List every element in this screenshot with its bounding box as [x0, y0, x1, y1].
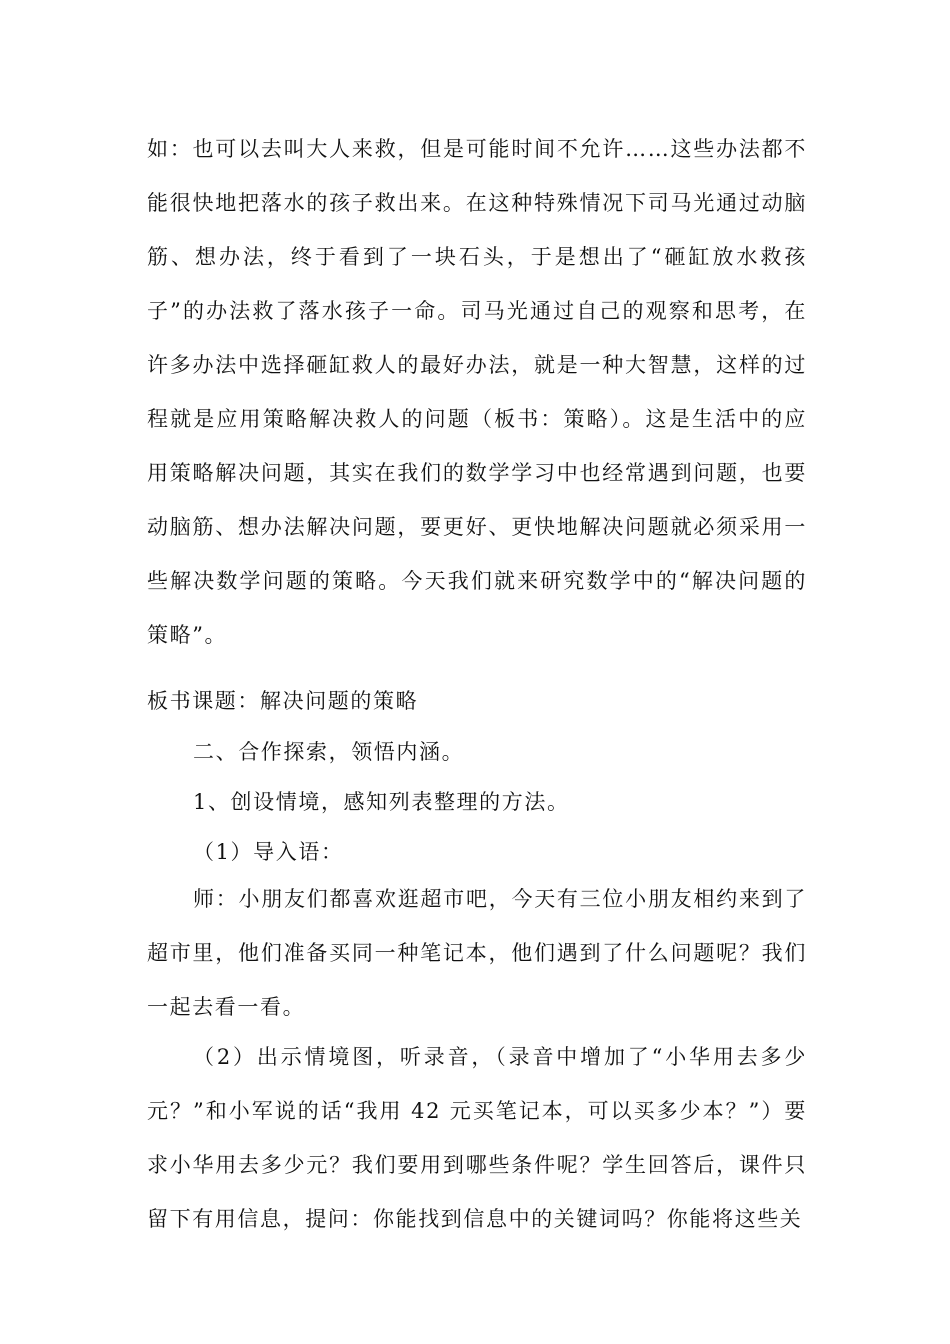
board-title: 板书课题：解决问题的策略	[147, 689, 419, 713]
item-heading: 1、创设情境，感知列表整理的方法。	[193, 790, 570, 814]
body-paragraph: 如：也可以去叫大人来救，但是可能时间不允许……这些办法都不能很快地把落水的孩子救出来。在这种特殊情况下司马光通过动脑筋、想办法，终于看到了一块石头，于是想出了“砸缸放水救孩子”的办法救了落水孩子一命。司马光通过自己的观察和思考，在许多办法中选择砸缸救人的最好办法，就是一种大智慧，这样的过程就是应用策略解决救人的问题（板书：策略）。这是生活中的应用策略解决问题，其实在我们的数学学习中也经常遇到问题，也要动脑筋、想办法解决问题，要更好、更快地解决问题就必须采用一些解决数学问题的策略。今天我们就来研究数学中的“解决问题的策略”。	[147, 137, 807, 647]
teacher-paragraph: 师：小朋友们都喜欢逛超市吧，今天有三位小朋友相约来到了超市里，他们准备买同一种笔记本，他们遇到了什么问题呢？我们一起去看一看。	[147, 887, 807, 1019]
scenario-paragraph: （2）出示情境图，听录音，（录音中增加了“小华用去多少元？”和小军说的话“我用 42 元买笔记本，可以买多少本？”）要求小华用去多少元？我们要用到哪些条件呢？学生回答后，课件只留下有用信息，提问：你能找到信息中的关键词吗？你能将这些关	[147, 1045, 807, 1231]
sub-heading: （1）导入语：	[193, 840, 344, 864]
section-heading: 二、合作探索，领悟内涵。	[193, 740, 465, 764]
